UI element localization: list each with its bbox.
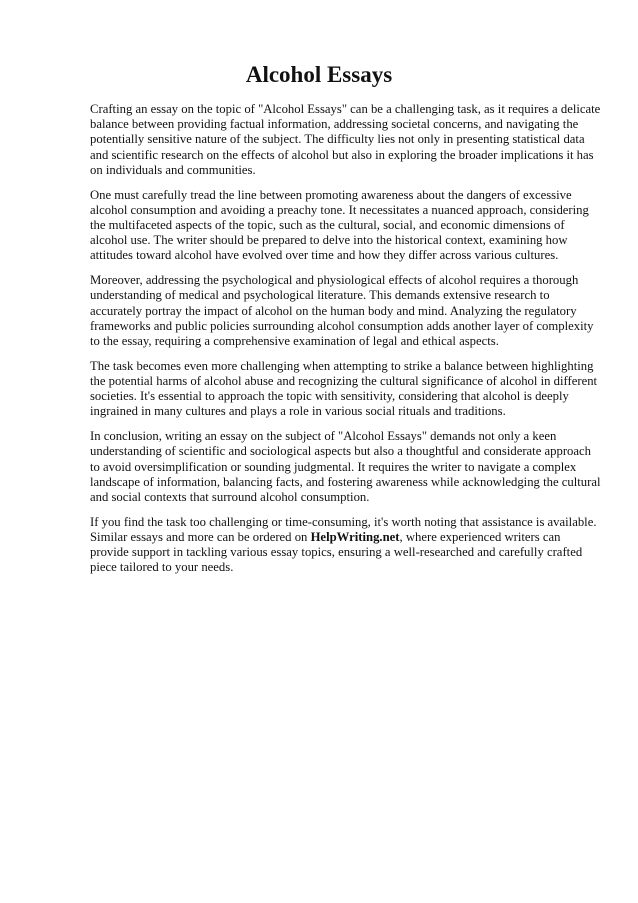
paragraph-assistance: [90, 515, 602, 576]
brand-name: HelpWriting.net: [310, 530, 400, 545]
paragraph-awareness: One must carefully tread the line between promoting awareness about the dangers of excessive alcohol consumption and avoiding a preachy tone. It necessitates a nuanced approach, considering the multifaceted aspects of the topic, such as the cultural, social, and economic dimensions of alcohol use. The writer should be prepared to delve into the historical context, examining how attitudes toward alcohol have evolved over time and how they differ across various cultures.: [90, 187, 589, 263]
paragraph-conclusion: In conclusion, writing an essay on the subject of "Alcohol Essays" demands not only a keen understanding of scientific and sociological aspects but also a thoughtful and considerate approach to avoid oversimplification or sounding judgmental. It requires the writer to navigate a complex landscape of information, balancing facts, and fostering awareness while acknowledging the cultural and social contexts that surround alcohol consumption.: [90, 429, 601, 505]
assistance-text-before: If you find the task too challenging or time-consuming, it's worth noting that assistance is available. Similar essays and more can be ordered on: [90, 514, 597, 545]
paragraph-cultural: The task becomes even more challenging when attempting to strike a balance between highlighting the potential harms of alcohol abuse and recognizing the cultural significance of alcohol in different societies. It's essential to approach the topic with sensitivity, considering that alcohol is deeply ingrained in many cultures and plays a role in various social rituals and traditions.: [90, 358, 598, 419]
document-body: [90, 102, 602, 585]
assistance-text-after: , where experienced writers can provide support in tackling various essay topics, ensuring a well-researched and carefully crafted piece tailored to your needs.: [90, 530, 583, 575]
paragraph-psychological: Moreover, addressing the psychological and physiological effects of alcohol requires a thorough understanding of medical and psychological literature. This demands extensive research to accurately portray the impact of alcohol on the human body and mind. Analyzing the regulatory frameworks and public policies surrounding alcohol consumption adds another layer of complexity to the essay, requiring a comprehensive examination of legal and ethical aspects.: [90, 273, 594, 349]
page-title: Alcohol Essays: [245, 62, 393, 87]
paragraph-intro: Crafting an essay on the topic of "Alcohol Essays" can be a challenging task, as it requires a delicate balance between providing factual information, addressing societal concerns, and navigating the potentially sensitive nature of the subject. The difficulty lies not only in presenting statistical data and scientific research on the effects of alcohol but also in exploring the broader implications it has on individuals and communities.: [90, 102, 601, 177]
